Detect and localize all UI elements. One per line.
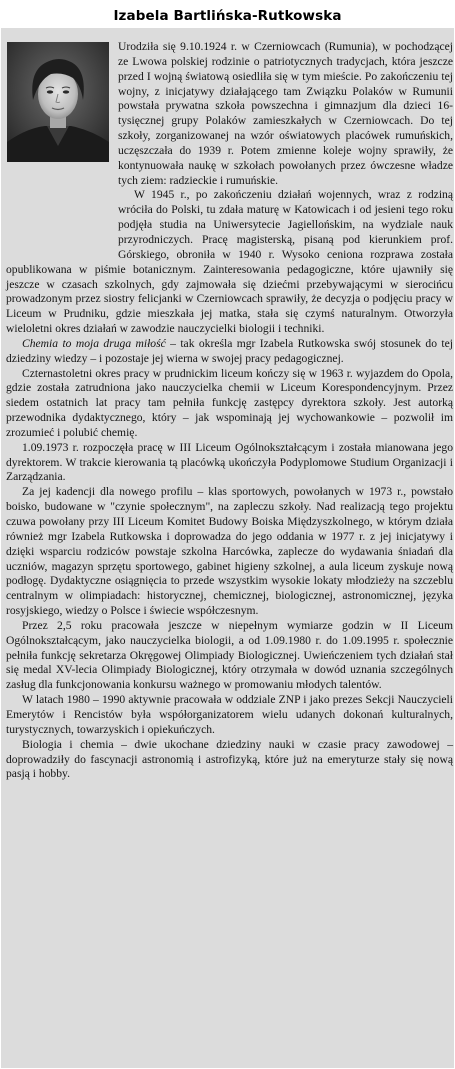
page-title: Izabela Bartlińska-Rutkowska [113, 8, 342, 24]
paragraph-quote [6, 337, 453, 367]
paragraph-olympiad: Przez 2,5 roku pracowała jeszcze w niepełnym wymiarze godzin w II Liceum Ogólnokształcącym, jako nauczycielka biologii, a od 1.09.1980 r. do 1.09.1995 r. społecznie pełniła funkcję sekretarza Okręgowej Olimpiady Biologicznej. Uwieńczeniem tych działań stał się medal XV-lecia Olimpiady Biologicznej, który otrzymała w dowód uznania szczególnych zasług dla funkcjonowania konkursu ważnego w promowaniu młodych talentów. [6, 618, 453, 692]
quote-text: Chemia to moja druga miłość [22, 336, 166, 350]
paragraph-znp: W latach 1980 – 1990 aktywnie pracowała w oddziale ZNP i jako prezes Sekcji Nauczycieli Emerytów i Rencistów była współorganizatorem wielu udanych dokonań kulturalnych, turystycznych, towarzyskich i opiekuńczych. [6, 693, 453, 736]
quote-continuation: tak określa mgr Izabela Rutkowska swój stosunek do tej dziedziny wiedzy – i pozostaje jej wierna w swojej pracy pedagogicznej. [6, 336, 453, 365]
scanned-page [1, 28, 454, 1068]
paragraph-director: 1.09.1973 r. rozpoczęła pracę w III Liceum Ogólnokształcącym i została mianowana jego dyrektorem. W trakcie kierowania tą placówką ukończyła Podyplomowe Studium Organizacji i Zarządzania. [6, 440, 453, 484]
paragraph-achievements: Za jej kadencji dla nowego profilu – klas sportowych, powołanych w 1973 r., powstało boisko, budowane w "czynie społecznym", na zapleczu szkoły. Nad realizacją tego projektu czuwa powołany przy III Liceum Komitet Budowy Boiska Międzyszkolnego, w którym działa również mgr Izabela Rutkowska i doprowadza do jego oddania w 1977 r. z jej inicjatywy i dzięki wsparciu rodziców powstaje szkolna Harcówka, zaplecze do wydawania śniadań dla uczniów, magazyn sprzętu sportowego, gabinet higieny szkolnej, a aula liceum zyskuje nową podłogę. Dydaktyczne osiągnięcia to przede wszystkim wysokie lokaty młodzieży na szczeblu centralnym w olimpiadach: historycznej, chemicznej, biologicznej, astronomicznej, języka rosyjskiego, wiedzy o Polsce i świecie współczesnym. [6, 485, 453, 618]
paragraph-studies: W 1945 r., po zakończeniu działań wojennych, wraz z rodziną wróciła do Polski, tu zdała maturę w Katowicach i od jesieni tego roku podjęła studia na Uniwersytecie Jagiellońskim, na wydziale nauk przyrodniczych. Pracę magisterską, pisaną pod kierunkiem prof. Górskiego, obroniła w 1940 r. Wysoko ceniona rozprawa została opublikowana w piśmie botanicznym. Zainteresowania pedagogiczne, które ujawniły się jeszcze w czasach szkolnych, gdy zajmowała się dziećmi przebywającymi w sierocińcu prowadzonym przez siostry felicjanki w Czerniowcach sprawiły, że decyzja o podjęciu pracy w Liceum w Prudniku, gdzie mieszkała jej matka, stała się czymś naturalnym. Otworzyła wieloletni okres działań w zawodzie nauczycielki biologii i techniki. [6, 188, 453, 336]
paragraph-astronomy: Biologia i chemia – dwie ukochane dziedziny nauki w czasie pracy zawodowej – doprowadziły do fascynacji astronomią i astrofizyką, które już na emeryturze stały się nową pasją i hobby. [6, 737, 453, 781]
quote-dash: – [165, 336, 181, 350]
paragraph-birth: Urodziła się 9.10.1924 r. w Czerniowcach (Rumunia), w pochodzącej ze Lwowa polskiej rodzinie o patriotycznych tradycjach, która jeszcze przed I wojną światową osiedliła się w tym mieście. Po zakończeniu tej wojny, z inicjatywy działającego tam Związku Polaków w Rumunii powstała prywatna szkoła powszechna i gimnazjum dla dzieci 16-tysięcznej grupy Polaków zamieszkałych w Czerniowcach. Do tej szkoły, zorganizowanej na wzór oświatowych placówek rumuńskich, uczęszczała do 1939 r. Potem zmienne koleje wojny sprawiły, że kontynuowała naukę w szkołach powołanych przez ówczesne władze tych ziem: radzieckie i rumuńskie. [118, 40, 453, 187]
article-text [6, 40, 453, 782]
paragraph-opole: Czternastoletni okres pracy w prudnickim liceum kończy się w 1963 r. wyjazdem do Opola, gdzie została zatrudniona jako nauczycielka chemii w Liceum Korespondencyjnym. Przez siedem ostatnich lat pracy tam pełniła funkcję zastępcy dyrektora szkoły. Jest autorką przewodnika dydaktycznego, który – jak wspominają jej wychowankowie – pozwolił im zrozumieć i polubić chemię. [6, 366, 453, 439]
photo-wrap-spacer [6, 40, 118, 252]
